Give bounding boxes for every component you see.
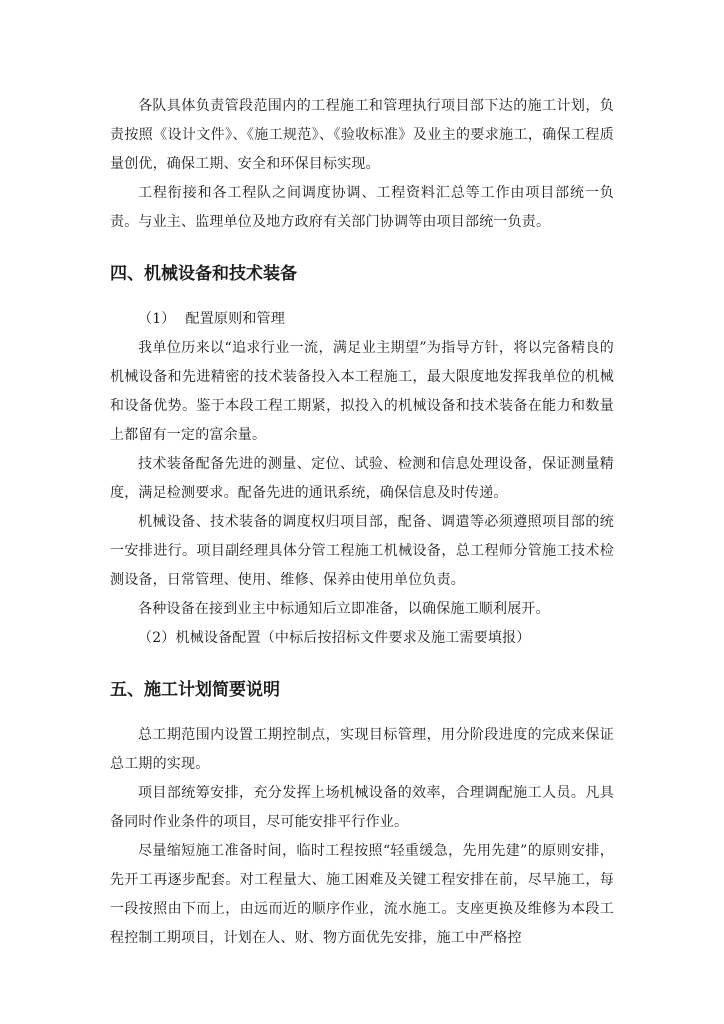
- body-paragraph: 工程衔接和各工程队之间调度协调、工程资料汇总等工作由项目部统一负责。与业主、监理单位及地方政府有关部门协调等由项目部统一负责。: [110, 185, 614, 230]
- subsection-title: [110, 305, 614, 334]
- body-paragraph: 我单位历来以“追求行业一流，满足业主期望”为指导方针，将以完备精良的机械设备和先进精密的技术装备投入本工程施工，最大限度地发挥我单位的机械和设备优势。鉴于本段工程工期紧，拟投入的机械设备和技术装备在能力和数量上都留有一定的富余量。: [110, 340, 614, 443]
- subsection-number: （1）: [138, 311, 176, 327]
- body-paragraph: 总工期范围内设置工期控制点，实现目标管理，用分阶段进度的完成来保证总工期的实现。: [110, 727, 614, 772]
- body-paragraph: 机械设备、技术装备的调度权归项目部，配备、调遣等必须遵照项目部的统一安排进行。项目副经理具体分管工程施工机械设备，总工程师分管施工技术检测设备，日常管理、使用、维修、保养由使用单位负责。: [110, 514, 614, 588]
- section-heading-machinery: 四、机械设备和技术装备: [110, 264, 297, 284]
- body-paragraph: 各队具体负责管段范围内的工程施工和管理执行项目部下达的施工计划，负责按照《设计文件》、《施工规范》、《验收标准》及业主的要求施工，确保工程质量创优，确保工期、安全和环保目标实现。: [110, 98, 614, 172]
- body-paragraph: 尽量缩短施工准备时间，临时工程按照“轻重缓急，先用先建”的原则安排，先开工再逐步配套。对工程量大、施工困难及关键工程安排在前，尽早施工，每一段按照由下而上，由远而近的顺序作业，流水施工。支座更换及维修为本段工程控制工期项目，计划在人、财、物方面优先安排，施工中严格控: [110, 843, 614, 946]
- section-heading-plan: 五、施工计划简要说明: [110, 680, 280, 700]
- body-paragraph: 项目部统筹安排，充分发挥上场机械设备的效率，合理调配施工人员。凡具备同时作业条件的项目，尽可能安排平行作业。: [110, 785, 614, 830]
- subsection-label: 配置原则和管理: [185, 311, 285, 327]
- subsection-title: （2）机械设备配置（中标后按招标文件要求及施工需要填报）: [138, 630, 531, 646]
- body-paragraph: 技术装备配备先进的测量、定位、试验、检测和信息处理设备，保证测量精度，满足检测要求。配备先进的通讯系统，确保信息及时传递。: [110, 456, 614, 501]
- body-paragraph: 各种设备在接到业主中标通知后立即准备，以确保施工顺利展开。: [138, 601, 550, 617]
- document-body: [110, 92, 614, 953]
